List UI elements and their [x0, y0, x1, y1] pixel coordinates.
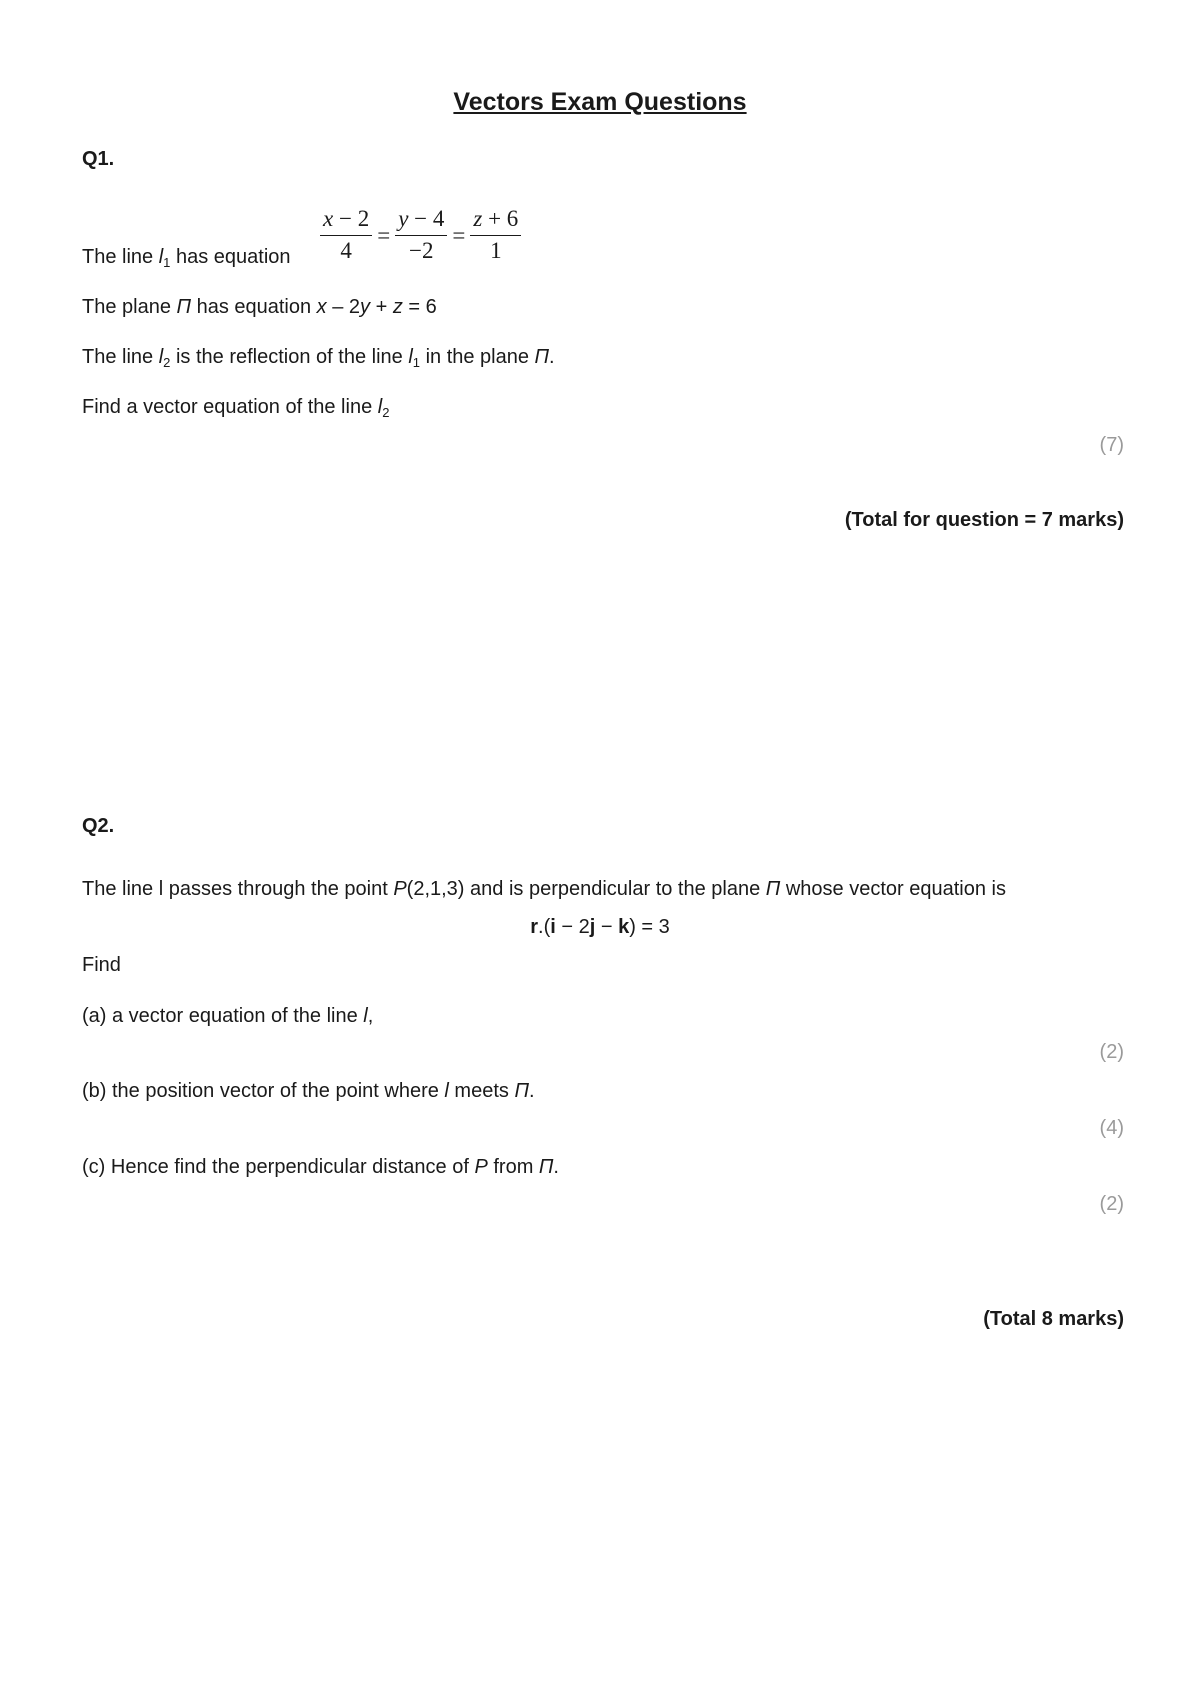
q1-line1: The line $l_1$ has equation — [82, 246, 291, 270]
q2-plane-equation: r.(i − 2j − k) = 3 — [530, 916, 670, 938]
q1-marks: (7) — [1099, 434, 1124, 456]
q2-part-c: (c) Hence find the perpendicular distance of P from Π. — [82, 1156, 559, 1178]
page-title: Vectors Exam Questions — [453, 88, 747, 116]
q2-total: (Total 8 marks) — [983, 1308, 1124, 1330]
q2-label: Q2. — [82, 815, 115, 837]
fraction-y: $\frac{y - 4}{-2}$ — [395, 206, 447, 264]
q2-part-a-marks: (2) — [1099, 1041, 1124, 1063]
q1-line-equation: $\frac{x - 2}{4}$ = $\frac{y - 4}{-2}$ = $\frac{z + 6}{1}$ — [318, 206, 523, 264]
q2-part-b-marks: (4) — [1099, 1117, 1124, 1139]
q1-line2: The plane Π has equation x – 2y + z = 6 — [82, 296, 437, 318]
q1-line3: The line $l_2$ is the reflection of the line $l_1$ in the plane Π. — [82, 346, 555, 370]
q2-part-a: (a) a vector equation of the line l, — [82, 1005, 374, 1027]
q1-line4: Find a vector equation of the line $l_2$ — [82, 396, 390, 420]
q2-find: Find — [82, 954, 121, 976]
q1-total: (Total for question = 7 marks) — [844, 509, 1124, 531]
q1-label: Q1. — [82, 148, 115, 170]
q2-part-b: (b) the position vector of the point where l meets Π. — [82, 1080, 535, 1102]
fraction-z: $\frac{z + 6}{1}$ — [470, 206, 521, 264]
q2-line1: The line l passes through the point P(2,1,3) and is perpendicular to the plane Π whose vector equation is — [82, 878, 1006, 900]
fraction-x: $\frac{x - 2}{4}$ — [320, 206, 372, 264]
q2-part-c-marks: (2) — [1099, 1193, 1124, 1215]
